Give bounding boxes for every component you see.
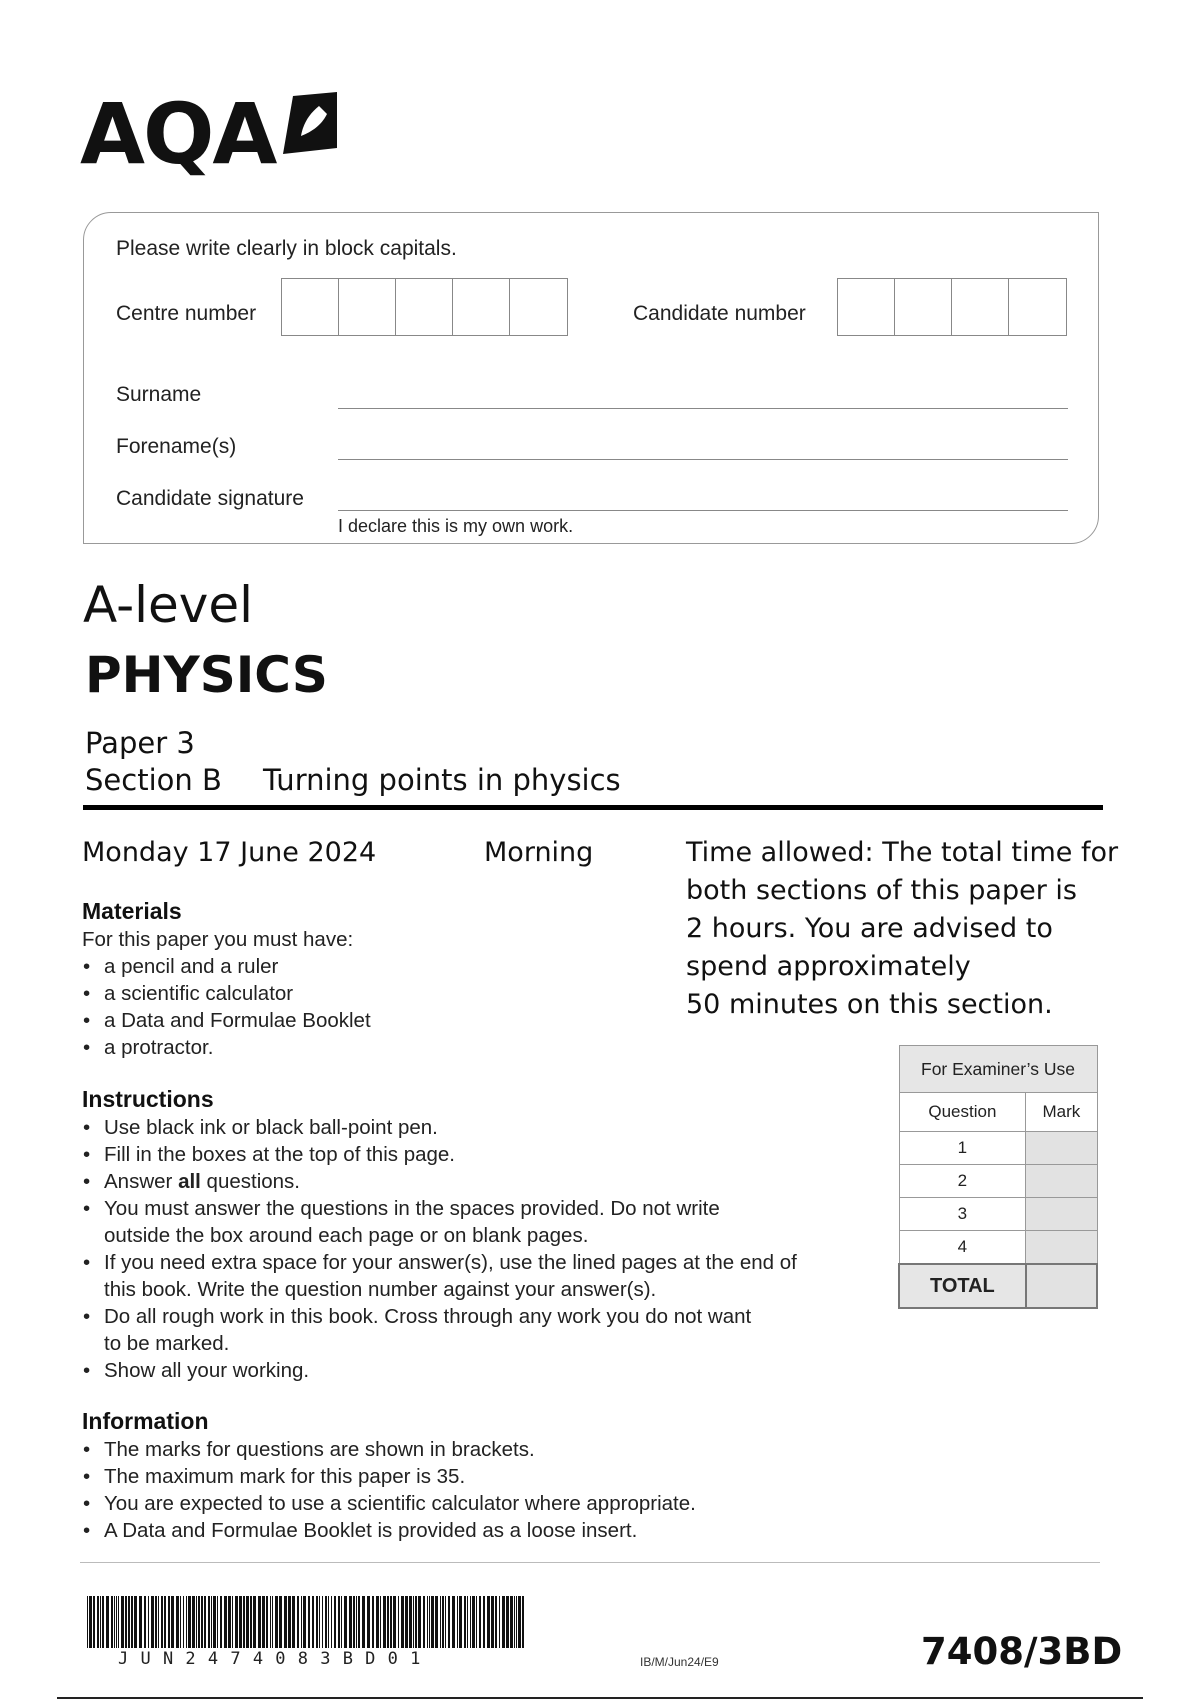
barcode-text: J U N 2 4 7 4 0 8 3 B D 0 1: [118, 1649, 422, 1669]
list-item: [82, 1168, 872, 1195]
candidate-number-label: Candidate number: [633, 302, 806, 325]
list-item: • You are expected to use a scientific calculator where appropriate.: [82, 1490, 872, 1517]
centre-number-digit-box[interactable]: [339, 279, 396, 335]
information-list: [82, 1436, 872, 1544]
time-allowed-line: spend approximately: [686, 951, 971, 982]
signature-label: Candidate signature: [116, 487, 304, 510]
examiner-table-title: For Examiner’s Use: [899, 1046, 1097, 1093]
paper-reference: IB/M/Jun24/E9: [640, 1655, 719, 1669]
question-number: 1: [899, 1132, 1026, 1165]
table-row: [899, 1165, 1097, 1198]
list-item-line: outside the box around each page or on blank pages.: [104, 1224, 589, 1247]
list-item-emphasis: all: [178, 1170, 201, 1193]
list-item: • Show all your working.: [82, 1357, 872, 1384]
centre-number-digit-box[interactable]: [396, 279, 453, 335]
instructions-list: [82, 1114, 872, 1384]
barcode-image: [87, 1596, 527, 1648]
total-mark-cell: [1026, 1264, 1097, 1308]
materials-intro: For this paper you must have:: [82, 928, 354, 951]
instructions-heading: Instructions: [82, 1086, 214, 1112]
question-number: 4: [899, 1231, 1026, 1265]
time-allowed-line: Time allowed: The total time for: [686, 837, 1119, 868]
list-item: • The marks for questions are shown in brackets.: [82, 1436, 872, 1463]
level-title: A-level: [83, 576, 254, 634]
list-item: • a protractor.: [82, 1034, 782, 1061]
exam-session: Morning: [484, 837, 594, 868]
footer-divider: [80, 1562, 1100, 1563]
mark-cell: [1026, 1231, 1097, 1265]
surname-line[interactable]: [338, 408, 1068, 409]
mark-cell: [1026, 1165, 1097, 1198]
list-item-text: questions.: [200, 1170, 301, 1193]
table-row: [899, 1231, 1097, 1265]
list-item: [82, 1303, 872, 1357]
question-number: 2: [899, 1165, 1026, 1198]
time-allowed-line: both sections of this paper is: [686, 875, 1077, 906]
list-item: • a pencil and a ruler: [82, 953, 782, 980]
list-item-text: Answer: [104, 1170, 179, 1193]
total-label: TOTAL: [899, 1264, 1026, 1308]
centre-number-label: Centre number: [116, 302, 257, 325]
list-item-line: • You must answer the questions in the spaces provided. Do not write: [104, 1197, 720, 1220]
list-item: • a Data and Formulae Booklet: [82, 1007, 782, 1034]
title-divider: [83, 805, 1103, 810]
information-heading: Information: [82, 1408, 209, 1434]
declaration-text: I declare this is my own work.: [338, 516, 574, 536]
mark-cell: [1026, 1132, 1097, 1165]
table-row: [899, 1198, 1097, 1231]
centre-number-digit-box[interactable]: [453, 279, 510, 335]
table-row: [899, 1132, 1097, 1165]
mark-column-header: Mark: [1026, 1093, 1097, 1132]
block-capitals-instruction: Please write clearly in block capitals.: [116, 237, 457, 260]
list-item: • The maximum mark for this paper is 35.: [82, 1463, 872, 1490]
candidate-number-boxes[interactable]: [837, 278, 1067, 336]
page-bottom-rule: [57, 1697, 1143, 1699]
list-item: [82, 1249, 872, 1303]
question-column-header: Question: [899, 1093, 1026, 1132]
aqa-logo-text: AQA: [80, 85, 276, 183]
list-item-line: • Do all rough work in this book. Cross through any work you do not want: [104, 1305, 752, 1328]
candidate-number-digit-box[interactable]: [1009, 279, 1066, 335]
signature-line[interactable]: [338, 510, 1068, 511]
list-item: • Use black ink or black ball-point pen.: [82, 1114, 872, 1141]
materials-section: [82, 896, 782, 1061]
candidate-number-digit-box[interactable]: [895, 279, 952, 335]
candidate-number-digit-box[interactable]: [838, 279, 895, 335]
section-title: Turning points in physics: [263, 763, 621, 797]
list-item: • Fill in the boxes at the top of this page.: [82, 1141, 872, 1168]
list-item: • a scientific calculator: [82, 980, 782, 1007]
paper-code: 7408/3BD: [921, 1630, 1123, 1673]
centre-number-boxes[interactable]: [281, 278, 568, 336]
paper-number: Paper 3: [85, 726, 195, 760]
section-label: Section B: [85, 763, 222, 797]
candidate-number-digit-box[interactable]: [952, 279, 1009, 335]
forenames-line[interactable]: [338, 459, 1068, 460]
examiner-use-table: [898, 1045, 1098, 1309]
question-number: 3: [899, 1198, 1026, 1231]
surname-label: Surname: [116, 383, 202, 406]
list-item-line: this book. Write the question number against your answer(s).: [104, 1278, 657, 1301]
information-section: [82, 1406, 872, 1544]
materials-heading: Materials: [82, 898, 182, 924]
total-row: [899, 1264, 1097, 1308]
subject-title: PHYSICS: [85, 646, 328, 704]
list-item-line: • If you need extra space for your answer(s), use the lined pages at the end of: [104, 1251, 797, 1274]
list-item: [82, 1195, 872, 1249]
aqa-logo-icon: [283, 92, 339, 154]
list-item-line: to be marked.: [104, 1332, 230, 1355]
mark-cell: [1026, 1198, 1097, 1231]
time-allowed-line: 2 hours. You are advised to: [686, 913, 1053, 944]
centre-number-digit-box[interactable]: [510, 279, 567, 335]
instructions-section: [82, 1084, 872, 1384]
forenames-label: Forename(s): [116, 435, 237, 458]
centre-number-digit-box[interactable]: [282, 279, 339, 335]
exam-date: Monday 17 June 2024: [82, 837, 377, 868]
list-item: • A Data and Formulae Booklet is provided as a loose insert.: [82, 1517, 872, 1544]
materials-list: [82, 953, 782, 1061]
time-allowed-line: 50 minutes on this section.: [686, 989, 1053, 1020]
